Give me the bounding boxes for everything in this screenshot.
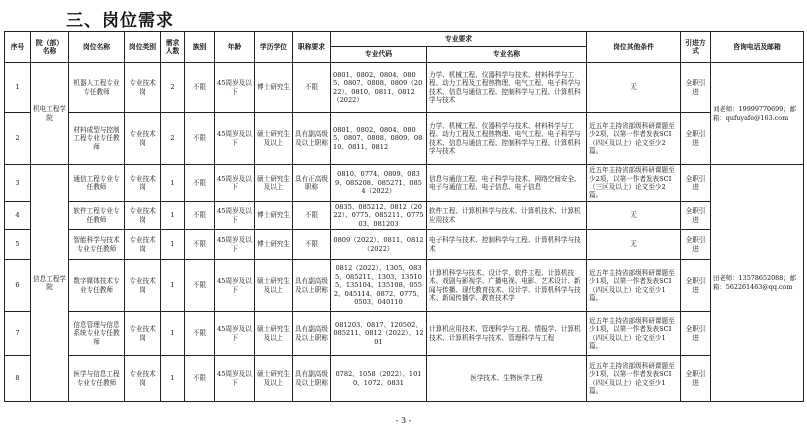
header-post: 岗位名称 xyxy=(69,32,125,63)
cell-title: 不限 xyxy=(293,230,331,260)
cell-edu: 硕士研究生及以上 xyxy=(255,312,293,356)
cell-seq: 5 xyxy=(5,230,31,260)
table-row xyxy=(5,113,804,165)
header-seq: 序号 xyxy=(5,32,31,63)
cell-edu: 硕士研究生及以上 xyxy=(255,165,293,202)
cell-count: 2 xyxy=(161,113,185,165)
cell-seq: 8 xyxy=(5,356,31,402)
cell-title: 具有副高级及以上职称 xyxy=(293,113,331,165)
cell-age: 45周岁及以下 xyxy=(215,230,255,260)
table-row xyxy=(5,312,804,356)
cell-post: 机器人工程专业专任教师 xyxy=(69,63,125,113)
cell-major-name: 信息与通信工程、电子科学与技术、网络空间安全、电子与通信工程、电子信息、电子信息 xyxy=(427,165,587,202)
cell-other: 无 xyxy=(587,63,681,113)
cell-intro: 全职引进 xyxy=(681,165,711,202)
cell-title: 具有副高级及以上职称 xyxy=(293,260,331,312)
table-row xyxy=(5,63,804,113)
cell-intro: 全职引进 xyxy=(681,356,711,402)
cell-major-code: 0782、1058（2022）、1010、1072、0831 xyxy=(331,356,427,402)
cell-major-name: 医学技术、生物医学工程 xyxy=(427,356,587,402)
cell-major-name: 电子科学与技术、控制科学与工程、计算机科学与技术 xyxy=(427,230,587,260)
header-category: 岗位类别 xyxy=(125,32,161,63)
header-major: 专业要求 xyxy=(331,32,587,47)
cell-post: 智能科学与技术专业专任教师 xyxy=(69,230,125,260)
header-other: 岗位其他条件 xyxy=(587,32,681,63)
cell-ethnic: 不限 xyxy=(185,260,215,312)
cell-other: 无 xyxy=(587,230,681,260)
cell-title: 具有正高级职称 xyxy=(293,165,331,202)
header-college: 院（部）名称 xyxy=(31,32,69,63)
cell-category: 专业技术岗 xyxy=(125,312,161,356)
cell-age: 45周岁及以下 xyxy=(215,63,255,113)
cell-category: 专业技术岗 xyxy=(125,165,161,202)
cell-intro: 全职引进 xyxy=(681,312,711,356)
cell-other: 近五年主持省部级科研课题至少1项，以第一作者发表SCI（四区及以上）论文至少1篇。 xyxy=(587,356,681,402)
header-intro: 引进方式 xyxy=(681,32,711,63)
cell-intro: 全职引进 xyxy=(681,63,711,113)
cell-edu: 硕士研究生及以上 xyxy=(255,356,293,402)
cell-edu: 博士研究生 xyxy=(255,202,293,230)
table-row xyxy=(5,260,804,312)
cell-college: 机电工程学院 xyxy=(31,63,69,165)
cell-major-code: 0812（2022）、1305、0835、085211、1303、135105、135104、135108、0552、045114、0872、0775、0503、040110 xyxy=(331,260,427,312)
table-row xyxy=(5,356,804,402)
table-row xyxy=(5,202,804,230)
cell-post: 软件工程专业专任教师 xyxy=(69,202,125,230)
cell-category: 专业技术岗 xyxy=(125,63,161,113)
cell-count: 1 xyxy=(161,165,185,202)
cell-intro: 全职引进 xyxy=(681,260,711,312)
cell-contact: 田老师：13578652088；邮箱：562261463@qq.com xyxy=(711,165,804,402)
cell-seq: 7 xyxy=(5,312,31,356)
cell-post: 材料成型与控制工程专业专任教师 xyxy=(69,113,125,165)
header-age: 年龄 xyxy=(215,32,255,63)
cell-contact: 刘老师：19999770699；邮箱：qufuyafe@163.com xyxy=(711,63,804,165)
cell-major-name: 力学、机械工程、仪器科学与技术、材料科学与工程、动力工程及工程热物理、电气工程、电子科学与技术、信息与通信工程、控制科学与工程、计算机科学与技术 xyxy=(427,113,587,165)
cell-edu: 博士研究生 xyxy=(255,230,293,260)
header-major-code: 专业代码 xyxy=(331,47,427,63)
cell-count: 1 xyxy=(161,356,185,402)
cell-category: 专业技术岗 xyxy=(125,113,161,165)
cell-other: 近五年主持省部级科研课题至少2项，以第一作者发表SCI（三区及以上）论文至少2篇。 xyxy=(587,165,681,202)
cell-seq: 2 xyxy=(5,113,31,165)
job-requirements-table xyxy=(4,31,804,402)
cell-count: 1 xyxy=(161,230,185,260)
cell-seq: 1 xyxy=(5,63,31,113)
cell-title: 具有副高级及以上职称 xyxy=(293,312,331,356)
cell-major-code: 0801、0802、0804、0805、0807、0808、0809、0810、0811、0812 xyxy=(331,113,427,165)
cell-major-name: 软件工程、计算机科学与技术、计算机技术、计算机应用技术 xyxy=(427,202,587,230)
cell-category: 专业技术岗 xyxy=(125,202,161,230)
cell-ethnic: 不限 xyxy=(185,202,215,230)
cell-intro: 全职引进 xyxy=(681,113,711,165)
cell-title: 不限 xyxy=(293,63,331,113)
cell-major-code: 0809（2022）、0811、0812（2022） xyxy=(331,230,427,260)
cell-age: 45周岁及以下 xyxy=(215,202,255,230)
cell-college: 信息工程学院 xyxy=(31,165,69,402)
cell-post: 医学与信息工程专业专任教师 xyxy=(69,356,125,402)
cell-age: 45周岁及以下 xyxy=(215,165,255,202)
header-contact: 咨询电话及邮箱 xyxy=(711,32,804,63)
cell-seq: 4 xyxy=(5,202,31,230)
cell-other: 近五年主持省部级科研课题至少1项，以第一作者发表SCI（四区及以上）论文至少1篇。 xyxy=(587,312,681,356)
cell-post: 通信工程专业专任教师 xyxy=(69,165,125,202)
section-heading: 三、岗位需求 xyxy=(66,11,174,31)
cell-title: 不限 xyxy=(293,202,331,230)
header-edu: 学历学位 xyxy=(255,32,293,63)
cell-age: 45周岁及以下 xyxy=(215,113,255,165)
header-major-name: 专业名称 xyxy=(427,47,587,63)
table-row xyxy=(5,165,804,202)
cell-major-name: 计算机科学与技术、设计学、软件工程、计算机技术、戏剧与影视学、广播电视、电影、艺术设计、新闻与传播、现代教育技术、设计学、计算机科学与技术、新闻传播学、教育技术学 xyxy=(427,260,587,312)
cell-count: 2 xyxy=(161,63,185,113)
header-count: 需求人数 xyxy=(161,32,185,63)
cell-edu: 博士研究生 xyxy=(255,63,293,113)
header-ethnic: 族别 xyxy=(185,32,215,63)
cell-count: 1 xyxy=(161,260,185,312)
cell-ethnic: 不限 xyxy=(185,63,215,113)
cell-count: 1 xyxy=(161,312,185,356)
page-number: - 3 - xyxy=(395,416,412,425)
cell-major-name: 计算机应用技术、管理科学与工程、情报学、计算机技术、计算机科学与技术、管理科学与工程 xyxy=(427,312,587,356)
cell-other: 近五年主持省部级科研课题至少2项，以第一作者发表SCI（四区及以上）论文至少2篇。 xyxy=(587,113,681,165)
cell-age: 45周岁及以下 xyxy=(215,260,255,312)
cell-age: 45周岁及以下 xyxy=(215,356,255,402)
cell-major-code: 0835、085212、0812（2022）、0775、085211、077503、081203 xyxy=(331,202,427,230)
cell-category: 专业技术岗 xyxy=(125,230,161,260)
cell-major-code: 081203、0817、120502、085211、0812（2022）、1201 xyxy=(331,312,427,356)
cell-intro: 全职引进 xyxy=(681,202,711,230)
cell-post: 信息管理与信息系统专业专任教师 xyxy=(69,312,125,356)
cell-intro: 全职引进 xyxy=(681,230,711,260)
cell-category: 专业技术岗 xyxy=(125,260,161,312)
cell-ethnic: 不限 xyxy=(185,165,215,202)
cell-title: 具有副高级及以上职称 xyxy=(293,356,331,402)
cell-major-code: 0810、0774、0809、0839、085208、085271、0854（2022） xyxy=(331,165,427,202)
cell-ethnic: 不限 xyxy=(185,312,215,356)
cell-major-code: 0801、0802、0804、0805、0807、0808、0809（2022）、0810、0811、0812（2022） xyxy=(331,63,427,113)
cell-ethnic: 不限 xyxy=(185,230,215,260)
table-row xyxy=(5,230,804,260)
cell-ethnic: 不限 xyxy=(185,356,215,402)
cell-seq: 3 xyxy=(5,165,31,202)
cell-other: 无 xyxy=(587,202,681,230)
cell-count: 1 xyxy=(161,202,185,230)
header-title: 职称要求 xyxy=(293,32,331,63)
cell-age: 45周岁及以下 xyxy=(215,312,255,356)
cell-seq: 6 xyxy=(5,260,31,312)
cell-post: 数字媒体技术专业专任教师 xyxy=(69,260,125,312)
cell-edu: 硕士研究生及以上 xyxy=(255,113,293,165)
cell-major-name: 力学、机械工程、仪器科学与技术、材料科学与工程、动力工程及工程热物理、电气工程、电子科学与技术、信息与通信工程、控制科学与工程、计算机科学与技术 xyxy=(427,63,587,113)
cell-other: 近五年主持省部级科研课题至少1项，以第一作者发表SCI（四区及以上）论文至少1篇。 xyxy=(587,260,681,312)
cell-ethnic: 不限 xyxy=(185,113,215,165)
cell-edu: 硕士研究生及以上 xyxy=(255,260,293,312)
cell-category: 专业技术岗 xyxy=(125,356,161,402)
